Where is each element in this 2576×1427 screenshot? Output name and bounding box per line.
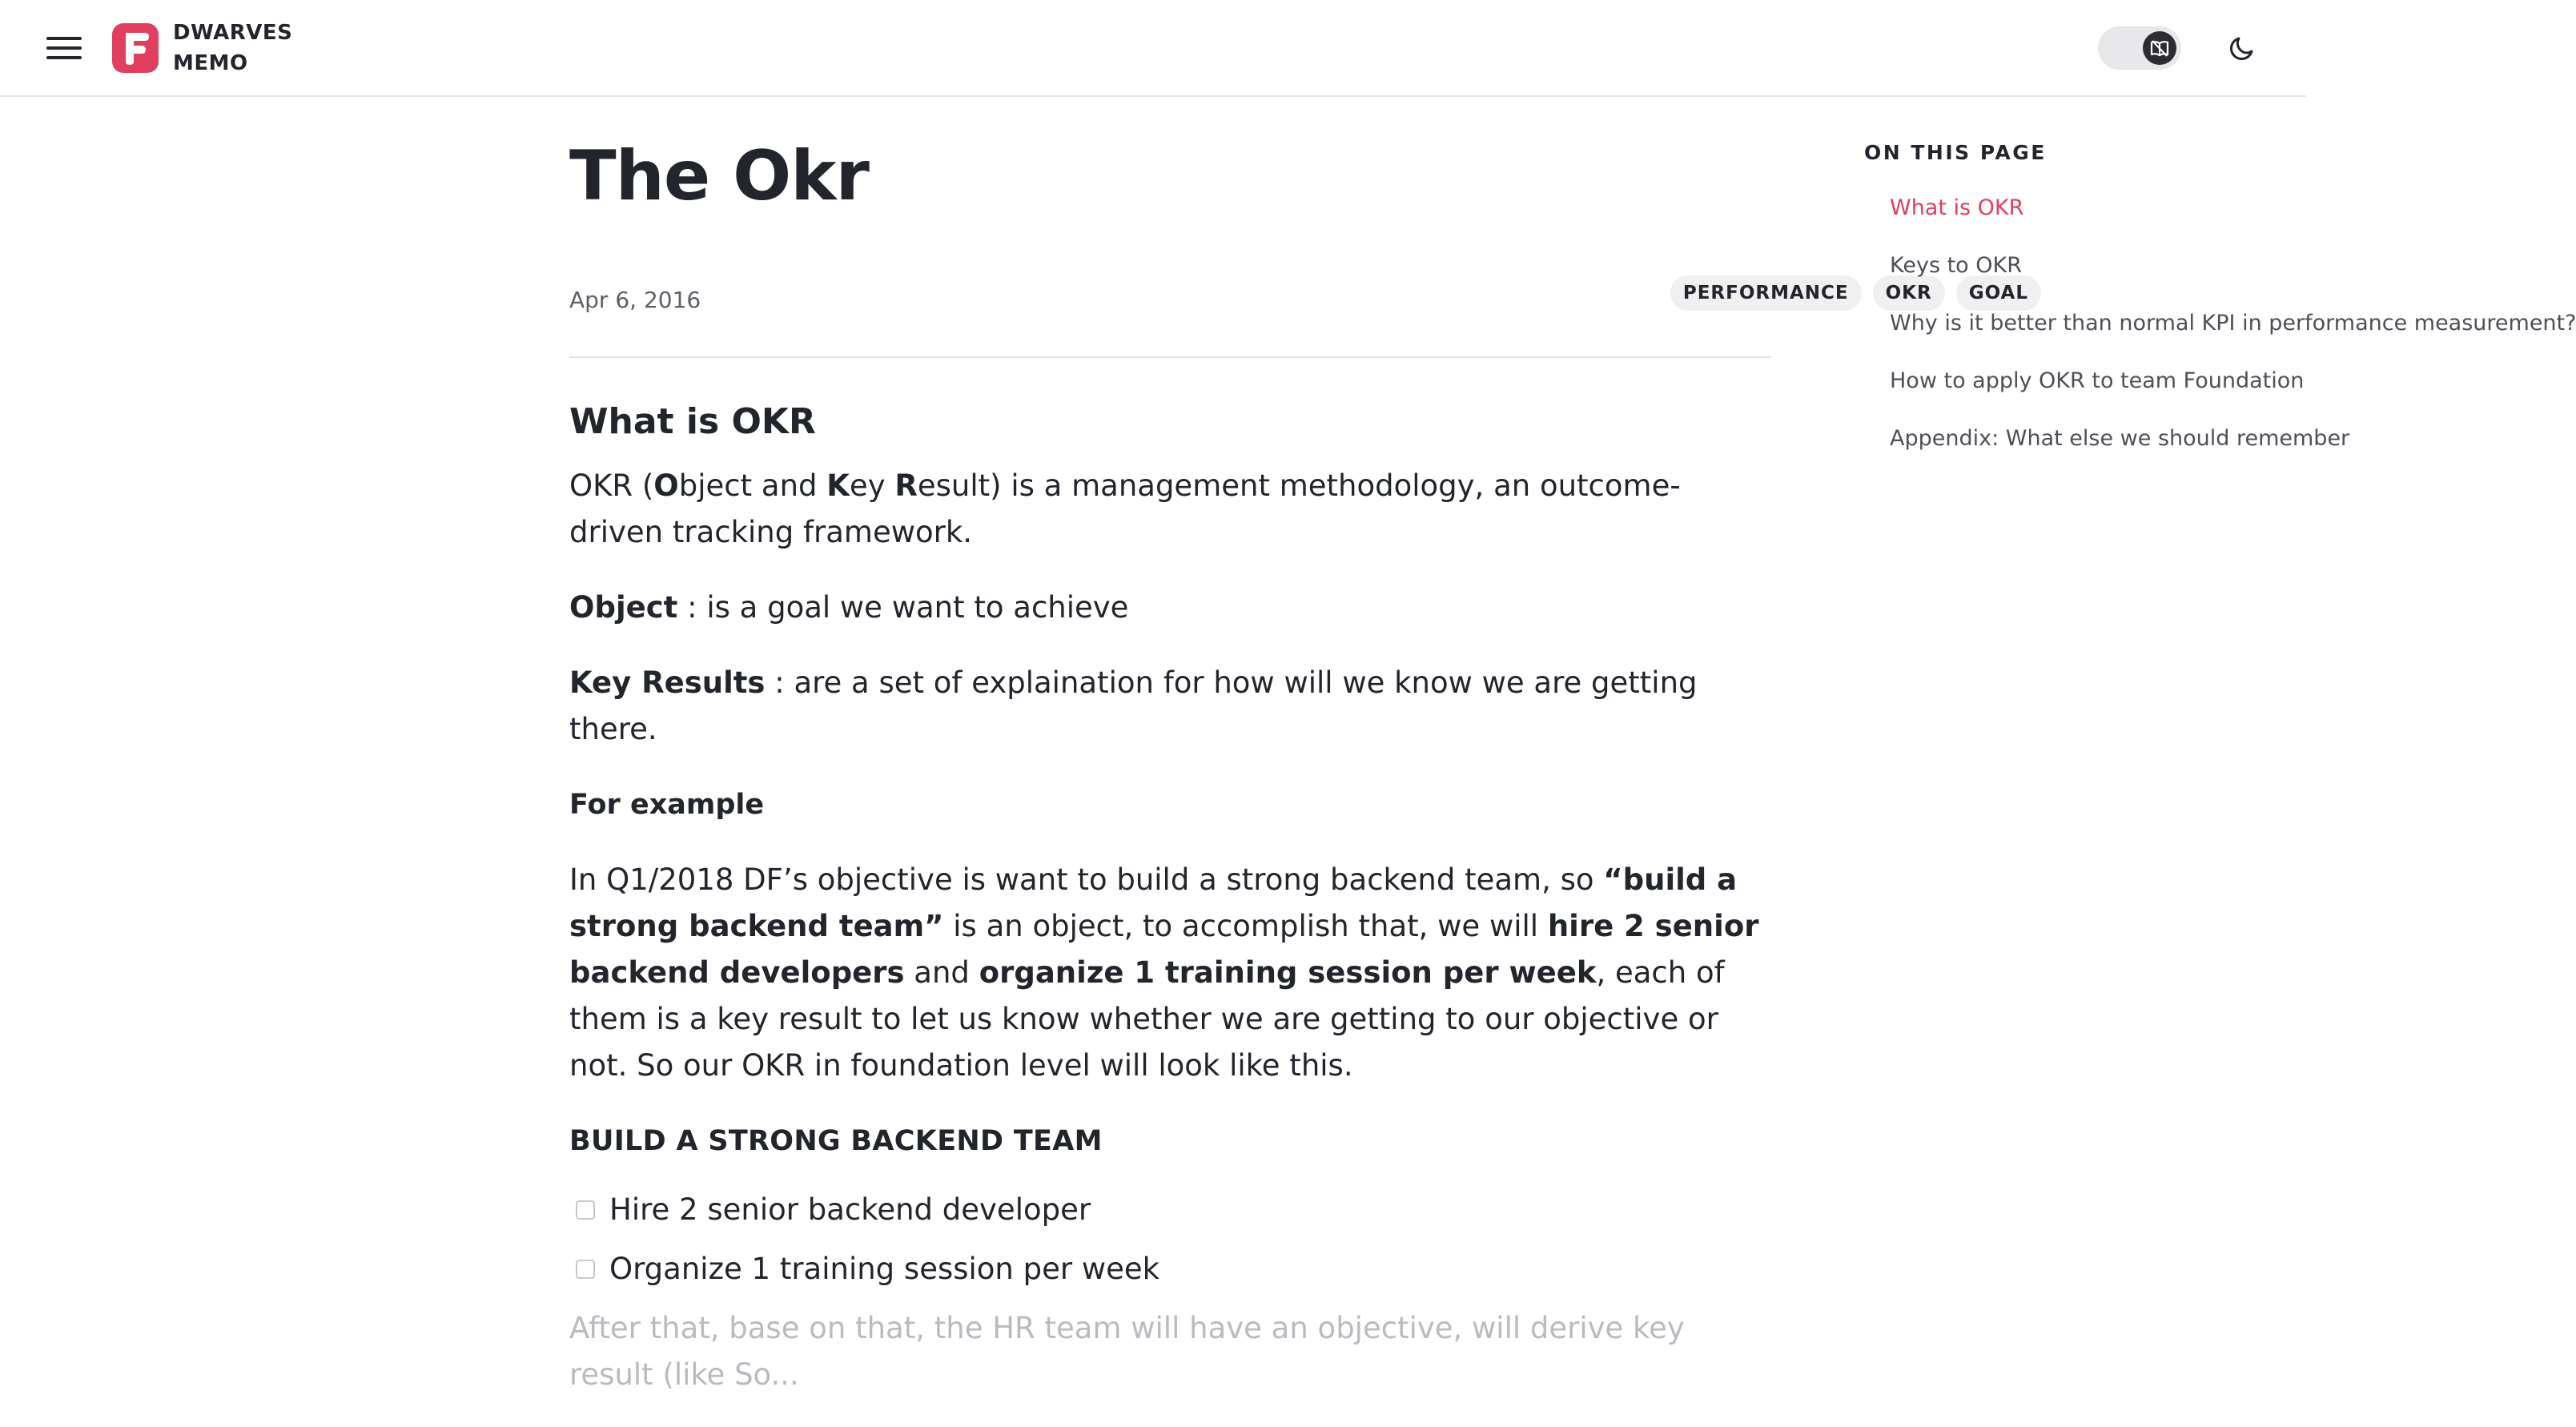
toc-item-apply-okr[interactable]: How to apply OKR to team Foundation [1890,368,2305,393]
toc-item-appendix[interactable]: Appendix: What else we should remember [1890,426,2350,451]
okr-heading: BUILD A STRONG BACKEND TEAM [569,1125,1103,1157]
brand-line-2: MEMO [173,51,248,75]
checkbox[interactable] [576,1260,595,1279]
publish-date: Apr 6, 2016 [569,287,701,313]
example-paragraph: In Q1/2018 DF’s objective is want to build a strong backend team, so “build a strong backend team” is an object, to accomplish that, we will hire 2 senior backend developers and organize 1 training session per week, each of them is a key result to let us know whether we are getting to our objective or not. So our OKR in foundation level will look like this. [569,862,1759,1083]
next-paragraph: After that, base on that, the HR team will have an objective, will derive key result (like So... [569,1311,1685,1392]
brand-line-1: DWARVES [173,21,293,45]
hamburger-icon[interactable] [46,34,82,61]
toc-item-what-is-okr[interactable]: What is OKR [1890,195,2024,220]
table-of-contents [1864,141,2576,483]
toc-item-keys-to-okr[interactable]: Keys to OKR [1890,253,2023,278]
checklist-label: Hire 2 senior backend developer [609,1192,1091,1227]
tag-performance[interactable]: PERFORMANCE [1670,275,1862,311]
checklist-label: Organize 1 training session per week [609,1252,1160,1286]
dwarves-logo-icon[interactable] [112,23,159,73]
list-item [569,1246,1771,1292]
brand-name[interactable] [173,18,333,78]
moon-icon[interactable] [2226,32,2258,64]
list-item [569,1187,1771,1233]
page-title: The Okr [569,136,869,216]
article-content [569,392,1771,1427]
reading-mode-toggle[interactable] [2098,26,2181,70]
object-definition: Object : is a goal we want to achieve [569,590,1129,625]
intro-paragraph: OKR (Object and Key Result) is a management methodology, an outcome-driven tracking framework. [569,468,1681,549]
top-navbar [0,0,2306,97]
checkbox[interactable] [576,1200,595,1220]
toc-heading: ON THIS PAGE [1864,141,2047,164]
key-results-checklist [569,1187,1771,1292]
section-heading-what-is-okr: What is OKR [569,401,816,442]
tag-okr[interactable]: OKR [1873,275,1945,311]
divider [569,356,1771,358]
toc-item-kpi-comparison[interactable]: Why is it better than normal KPI in performance measurement? [1890,311,2576,336]
key-results-definition: Key Results : are a set of explaination for how will we know we are getting there. [569,665,1698,746]
reading-mode-icon [2143,31,2176,65]
tag-goal[interactable]: GOAL [1956,275,2041,311]
example-heading: For example [569,789,765,821]
